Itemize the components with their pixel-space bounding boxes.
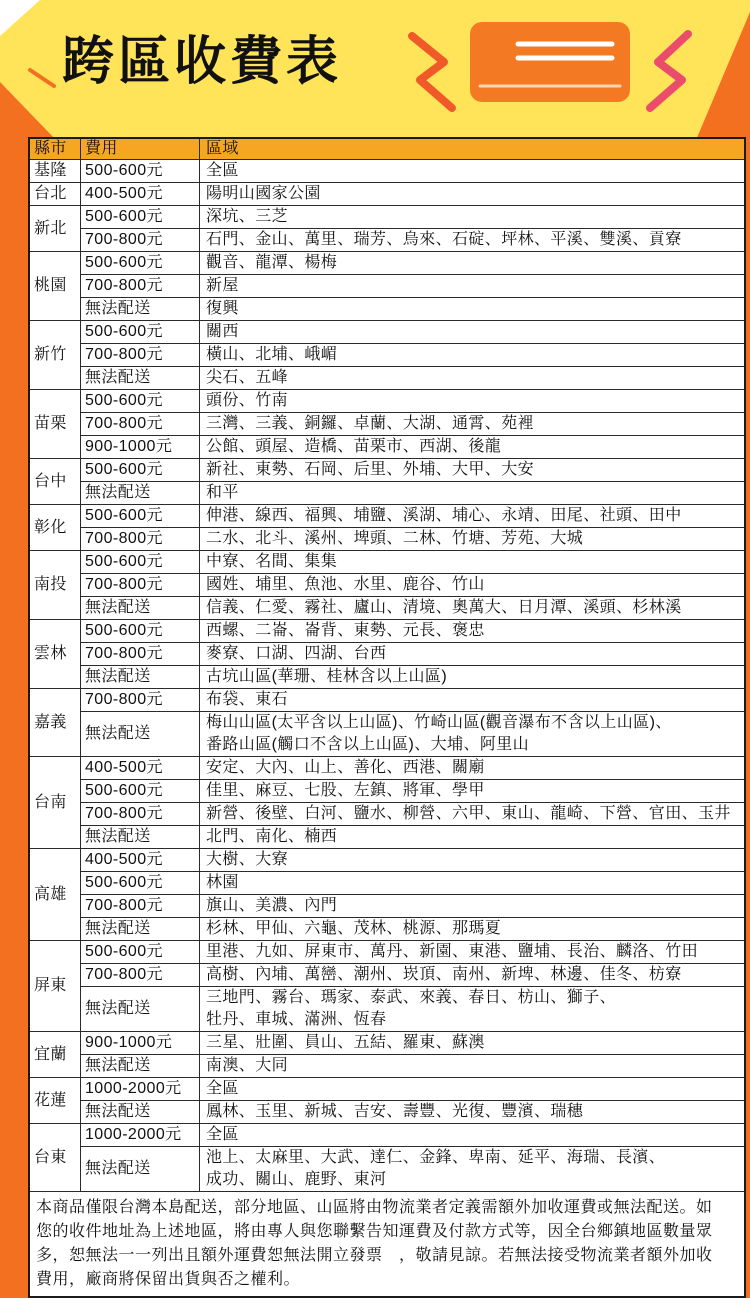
- heater-icon: [470, 22, 630, 102]
- table-row: [29, 505, 745, 528]
- county-cell: 新竹: [29, 321, 81, 390]
- fee-table: [28, 137, 746, 1298]
- area-cell: 高樹、內埔、萬巒、潮州、崁頂、南州、新埤、林邊、佳冬、枋寮: [200, 964, 746, 987]
- area-cell: 頭份、竹南: [200, 390, 746, 413]
- county-cell: 南投: [29, 551, 81, 620]
- table-row: [29, 206, 745, 229]
- table-row: [29, 666, 745, 689]
- fee-cell: 無法配送: [81, 918, 200, 941]
- fee-cell: 400-500元: [81, 757, 200, 780]
- area-cell: 佳里、麻豆、七股、左鎮、將軍、學甲: [200, 780, 746, 803]
- table-row: [29, 1055, 745, 1078]
- shipping-note: [29, 1192, 745, 1298]
- fee-cell: 無法配送: [81, 367, 200, 390]
- table-row: [29, 183, 745, 206]
- table-row: [29, 344, 745, 367]
- area-cell: 三灣、三義、銅鑼、卓蘭、大湖、通霄、苑裡: [200, 413, 746, 436]
- fee-cell: 900-1000元: [81, 1032, 200, 1055]
- area-cell: 南澳、大同: [200, 1055, 746, 1078]
- county-cell: 宜蘭: [29, 1032, 81, 1078]
- area-line: 牡丹、車城、滿洲、恆春: [206, 1011, 387, 1028]
- area-cell: 新社、東勢、石岡、后里、外埔、大甲、大安: [200, 459, 746, 482]
- fee-cell: 700-800元: [81, 803, 200, 826]
- table-row: [29, 321, 745, 344]
- table-row: [29, 1078, 745, 1101]
- county-cell: 台中: [29, 459, 81, 505]
- area-line: 池上、太麻里、大武、達仁、金鋒、卑南、延平、海瑞、長濱、: [206, 1149, 666, 1166]
- area-cell: [200, 712, 746, 757]
- area-cell: 公館、頭屋、造橋、苗栗市、西湖、後龍: [200, 436, 746, 459]
- page-title: 跨區收費表: [62, 32, 343, 92]
- fee-cell: 無法配送: [81, 482, 200, 505]
- fee-cell: 無法配送: [81, 712, 200, 757]
- area-cell: 布袋、東石: [200, 689, 746, 712]
- table-row: [29, 413, 745, 436]
- area-cell: 新營、後壁、白河、鹽水、柳營、六甲、東山、龍崎、下營、官田、玉井: [200, 803, 746, 826]
- note-row: [29, 1192, 745, 1298]
- fee-table-card: [28, 137, 731, 1298]
- table-row: [29, 964, 745, 987]
- table-row: [29, 1124, 745, 1147]
- fee-cell: 500-600元: [81, 505, 200, 528]
- table-row: [29, 620, 745, 643]
- area-line: 梅山山區(太平含以上山區)、竹崎山區(觀音瀑布不含以上山區)、: [206, 714, 672, 731]
- table-row: [29, 643, 745, 666]
- area-cell: 和平: [200, 482, 746, 505]
- table-row: [29, 941, 745, 964]
- area-cell: 橫山、北埔、峨嵋: [200, 344, 746, 367]
- fee-cell: 無法配送: [81, 826, 200, 849]
- table-row: [29, 803, 745, 826]
- table-row: [29, 275, 745, 298]
- note-line: 費用，廠商將保留出貨與否之權利。: [36, 1271, 301, 1288]
- fee-cell: 500-600元: [81, 620, 200, 643]
- area-cell: 麥寮、口湖、四湖、台西: [200, 643, 746, 666]
- table-row: [29, 367, 745, 390]
- fee-cell: 500-600元: [81, 780, 200, 803]
- county-cell: 桃園: [29, 252, 81, 321]
- area-cell: 信義、仁愛、霧社、廬山、清境、奧萬大、日月潭、溪頭、杉林溪: [200, 597, 746, 620]
- header-county: 縣市: [29, 138, 81, 160]
- table-row: [29, 918, 745, 941]
- note-line: 您的收件地址為上述地區，將由專人與您聯繫告知運費及付款方式等，因全台鄉鎮地區數量眾: [36, 1223, 713, 1240]
- area-cell: 旗山、美濃、內門: [200, 895, 746, 918]
- table-row: [29, 872, 745, 895]
- county-cell: 雲林: [29, 620, 81, 689]
- area-cell: 觀音、龍潭、楊梅: [200, 252, 746, 275]
- county-cell: 花蓮: [29, 1078, 81, 1124]
- fee-cell: 700-800元: [81, 528, 200, 551]
- area-cell: 復興: [200, 298, 746, 321]
- county-cell: 高雄: [29, 849, 81, 941]
- table-row: [29, 551, 745, 574]
- area-cell: 安定、大內、山上、善化、西港、關廟: [200, 757, 746, 780]
- area-cell: 杉林、甲仙、六龜、茂林、桃源、那瑪夏: [200, 918, 746, 941]
- area-cell: 大樹、大寮: [200, 849, 746, 872]
- area-cell: 全區: [200, 1078, 746, 1101]
- fee-cell: 700-800元: [81, 275, 200, 298]
- fee-cell: 500-600元: [81, 321, 200, 344]
- area-cell: 全區: [200, 160, 746, 183]
- area-cell: 林園: [200, 872, 746, 895]
- area-cell: 三星、壯圍、員山、五結、羅東、蘇澳: [200, 1032, 746, 1055]
- fee-cell: 無法配送: [81, 298, 200, 321]
- table-row: [29, 390, 745, 413]
- fee-cell: 無法配送: [81, 666, 200, 689]
- fee-cell: 500-600元: [81, 160, 200, 183]
- area-cell: 尖石、五峰: [200, 367, 746, 390]
- fee-cell: 500-600元: [81, 206, 200, 229]
- table-row: [29, 780, 745, 803]
- header-fee: 費用: [81, 138, 200, 160]
- fee-cell: 無法配送: [81, 1101, 200, 1124]
- area-line: 番路山區(觸口不含以上山區)、大埔、阿里山: [206, 736, 530, 753]
- table-row: [29, 987, 745, 1032]
- area-cell: 二水、北斗、溪州、埤頭、二林、竹塘、芳苑、大城: [200, 528, 746, 551]
- area-cell: 關西: [200, 321, 746, 344]
- fee-cell: 1000-2000元: [81, 1124, 200, 1147]
- county-cell: 基隆: [29, 160, 81, 183]
- area-cell: 新屋: [200, 275, 746, 298]
- county-cell: 屏東: [29, 941, 81, 1032]
- area-cell: 陽明山國家公園: [200, 183, 746, 206]
- fee-cell: 500-600元: [81, 872, 200, 895]
- county-cell: 苗栗: [29, 390, 81, 459]
- fee-cell: 700-800元: [81, 413, 200, 436]
- area-line: 成功、關山、鹿野、東河: [206, 1171, 387, 1188]
- fee-cell: 500-600元: [81, 390, 200, 413]
- note-line: 多，恕無法一一列出且額外運費恕無法開立發票 ，敬請見諒。若無法接受物流業者額外加收: [36, 1247, 713, 1264]
- area-cell: 里港、九如、屏東市、萬丹、新園、東港、鹽埔、長治、麟洛、竹田: [200, 941, 746, 964]
- fee-cell: 700-800元: [81, 574, 200, 597]
- table-row: [29, 229, 745, 252]
- table-row: [29, 459, 745, 482]
- table-row: [29, 1147, 745, 1192]
- fee-cell: 700-800元: [81, 689, 200, 712]
- county-cell: 新北: [29, 206, 81, 252]
- table-row: [29, 597, 745, 620]
- table-header-row: [29, 138, 745, 160]
- county-cell: 彰化: [29, 505, 81, 551]
- table-row: [29, 826, 745, 849]
- table-row: [29, 436, 745, 459]
- county-cell: 台南: [29, 757, 81, 849]
- table-row: [29, 528, 745, 551]
- table-row: [29, 482, 745, 505]
- fee-cell: 500-600元: [81, 551, 200, 574]
- area-cell: 深坑、三芝: [200, 206, 746, 229]
- fee-cell: 500-600元: [81, 941, 200, 964]
- fee-cell: 無法配送: [81, 1055, 200, 1078]
- area-cell: 全區: [200, 1124, 746, 1147]
- area-cell: 國姓、埔里、魚池、水里、鹿谷、竹山: [200, 574, 746, 597]
- fee-cell: 500-600元: [81, 252, 200, 275]
- fee-cell: 700-800元: [81, 643, 200, 666]
- table-row: [29, 160, 745, 183]
- fee-cell: 700-800元: [81, 964, 200, 987]
- area-cell: 北門、南化、楠西: [200, 826, 746, 849]
- area-line: 三地門、霧台、瑪家、泰武、來義、春日、枋山、獅子、: [206, 989, 617, 1006]
- fee-cell: 無法配送: [81, 597, 200, 620]
- table-row: [29, 298, 745, 321]
- area-cell: [200, 987, 746, 1032]
- area-cell: 伸港、線西、福興、埔鹽、溪湖、埔心、永靖、田尾、社頭、田中: [200, 505, 746, 528]
- fee-cell: 700-800元: [81, 895, 200, 918]
- header-area: 區域: [200, 138, 746, 160]
- table-row: [29, 895, 745, 918]
- fee-cell: 400-500元: [81, 849, 200, 872]
- table-row: [29, 849, 745, 872]
- fee-cell: 500-600元: [81, 459, 200, 482]
- area-cell: 西螺、二崙、崙背、東勢、元長、褒忠: [200, 620, 746, 643]
- table-row: [29, 689, 745, 712]
- area-cell: 石門、金山、萬里、瑞芳、烏來、石碇、坪林、平溪、雙溪、貢寮: [200, 229, 746, 252]
- fee-cell: 700-800元: [81, 344, 200, 367]
- fee-cell: 400-500元: [81, 183, 200, 206]
- table-row: [29, 1032, 745, 1055]
- fee-table-body: [29, 138, 745, 1297]
- note-line: 本商品僅限台灣本島配送，部分地區、山區將由物流業者定義需額外加收運費或無法配送。如: [36, 1199, 713, 1216]
- fee-cell: 900-1000元: [81, 436, 200, 459]
- table-row: [29, 712, 745, 757]
- fee-cell: 1000-2000元: [81, 1078, 200, 1101]
- area-cell: 古坑山區(華珊、桂林含以上山區): [200, 666, 746, 689]
- fee-cell: 無法配送: [81, 987, 200, 1032]
- table-row: [29, 574, 745, 597]
- fee-cell: 700-800元: [81, 229, 200, 252]
- table-row: [29, 1101, 745, 1124]
- table-row: [29, 757, 745, 780]
- area-cell: 鳳林、玉里、新城、吉安、壽豐、光復、豐濱、瑞穗: [200, 1101, 746, 1124]
- county-cell: 台東: [29, 1124, 81, 1192]
- table-row: [29, 252, 745, 275]
- area-cell: 中寮、名間、集集: [200, 551, 746, 574]
- county-cell: 嘉義: [29, 689, 81, 757]
- fee-cell: 無法配送: [81, 1147, 200, 1192]
- county-cell: 台北: [29, 183, 81, 206]
- area-cell: [200, 1147, 746, 1192]
